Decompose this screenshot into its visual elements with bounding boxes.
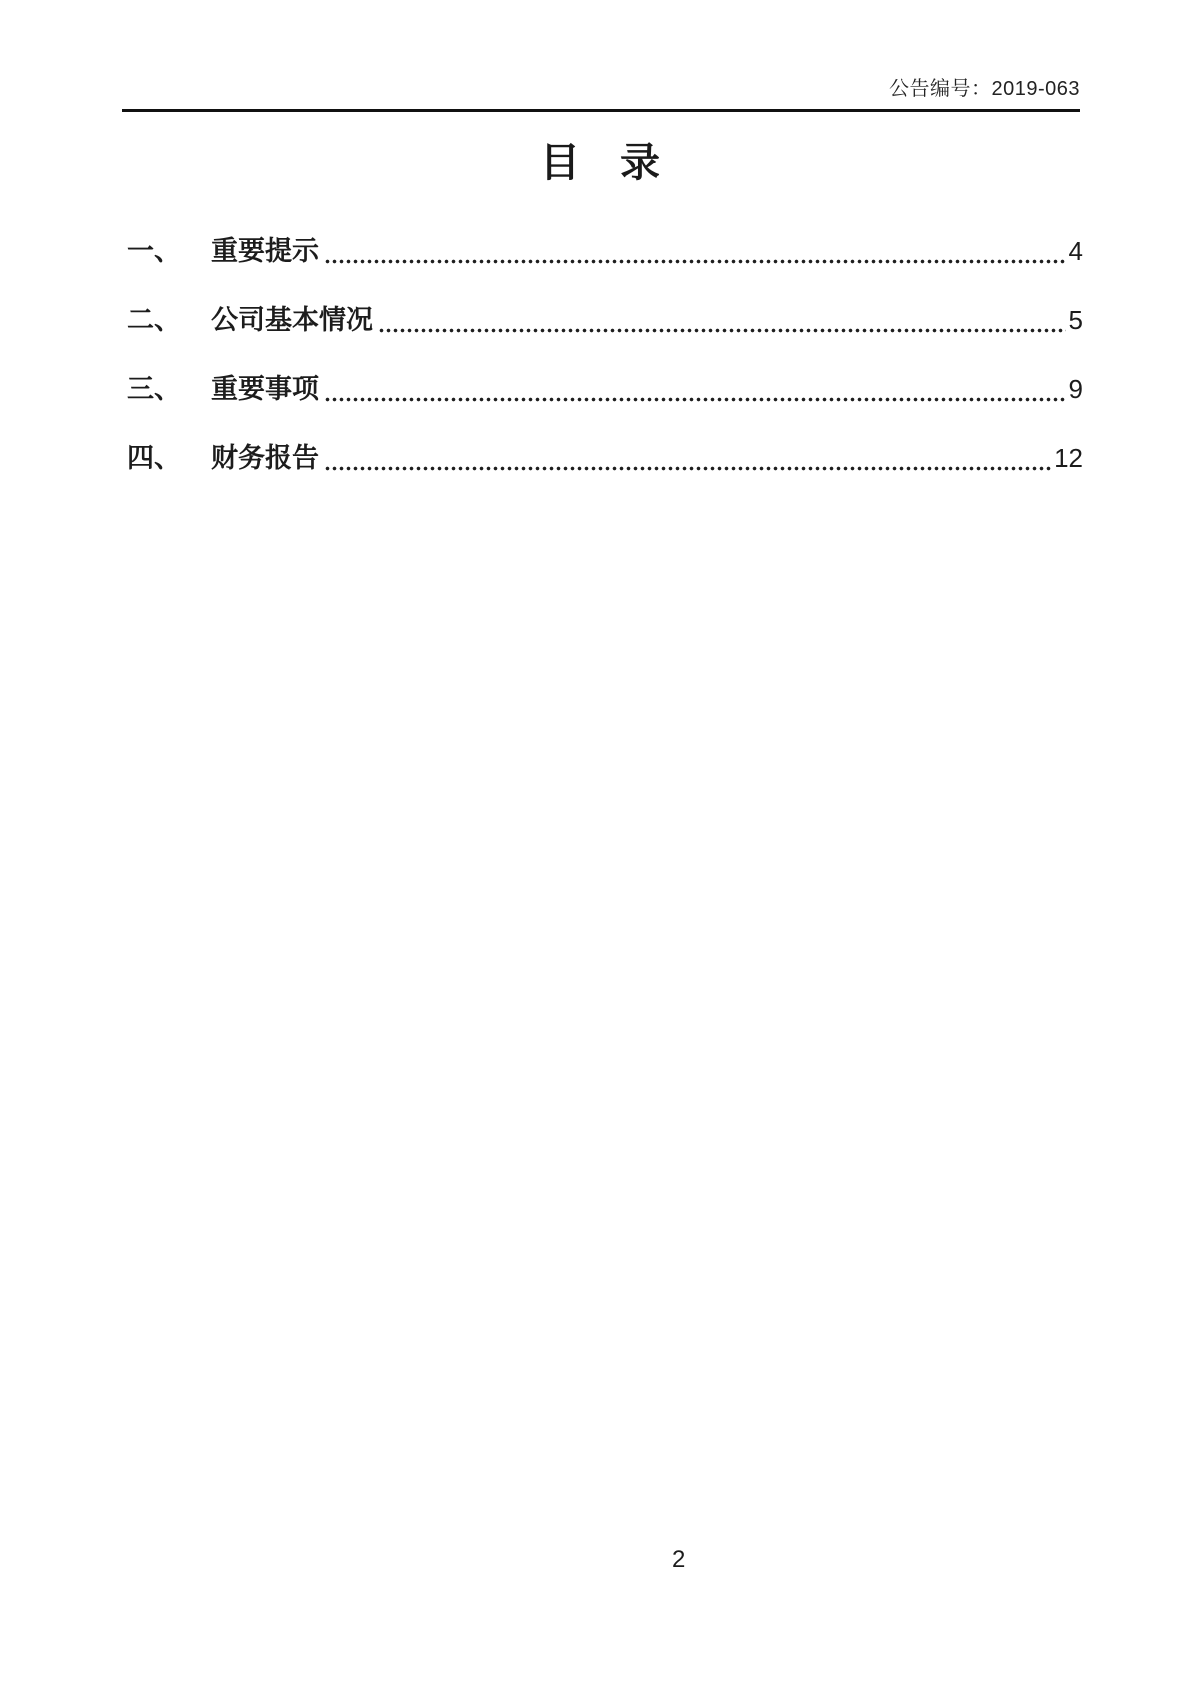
dot-leader <box>325 397 1066 402</box>
dot-leader <box>325 259 1066 264</box>
toc-entry-page: 4 <box>1068 236 1083 266</box>
table-of-contents <box>127 230 1083 506</box>
toc-entry-number: 二、 <box>127 305 181 335</box>
toc-page-title: 目 录 <box>540 140 660 185</box>
toc-entry-number: 四、 <box>127 443 181 473</box>
toc-entry-label: 重要事项 <box>211 374 319 404</box>
toc-entry-page: 12 <box>1054 443 1083 473</box>
toc-entry-number: 三、 <box>127 374 181 404</box>
toc-entry-label: 财务报告 <box>211 443 319 473</box>
toc-entry-number: 一、 <box>127 236 181 266</box>
toc-entry-page: 5 <box>1068 305 1083 335</box>
toc-entry <box>127 230 1083 272</box>
toc-entry-page: 9 <box>1068 374 1083 404</box>
announcement-number: 公告编号：2019-063 <box>888 78 1080 100</box>
dot-leader <box>379 328 1066 333</box>
toc-entry-label: 公司基本情况 <box>211 305 373 335</box>
toc-entry <box>127 368 1083 410</box>
footer-page-number: 2 <box>672 1546 686 1573</box>
header-rule <box>122 109 1080 112</box>
toc-entry <box>127 437 1083 479</box>
toc-entry <box>127 299 1083 341</box>
dot-leader <box>325 466 1051 471</box>
toc-entry-label: 重要提示 <box>211 236 319 266</box>
